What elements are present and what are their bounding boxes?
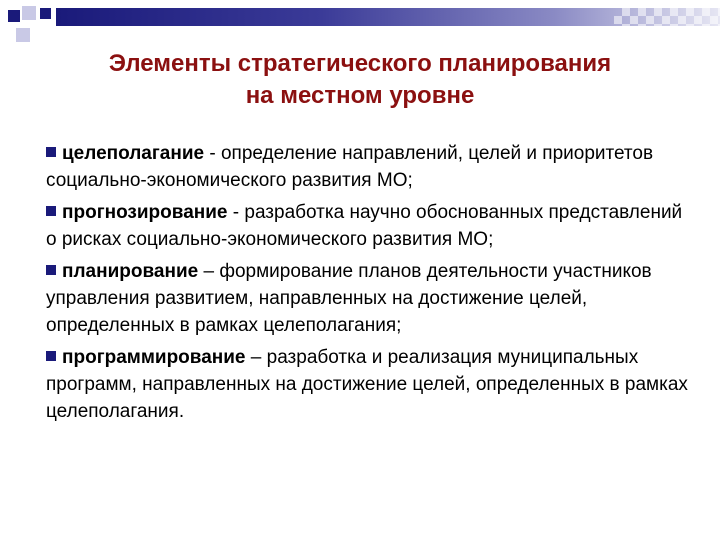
item-term: планирование — [62, 261, 199, 282]
bullet-list — [46, 140, 696, 430]
slide-title-line1: Элементы стратегического планирования — [108, 50, 612, 77]
slide-title-line2: на местном уровне — [245, 82, 475, 109]
decor-square-light — [22, 6, 36, 20]
list-item — [46, 258, 696, 339]
list-item — [46, 344, 696, 425]
item-term: программирование — [62, 347, 246, 368]
square-bullet-icon — [46, 351, 56, 361]
item-term: прогнозирование — [62, 202, 228, 223]
decor-square-dark — [40, 8, 51, 19]
item-term: целеполагание — [62, 143, 205, 164]
item-text: - разработка научно обоснованных представлений о рисках социально-экономического развития МО; — [46, 202, 683, 250]
square-bullet-icon — [46, 265, 56, 275]
item-text: – формирование планов деятельности участников управления развитием, направленных на достижение целей, определенных в рамках целеполагания; — [46, 261, 652, 336]
item-text: - определение направлений, целей и приоритетов социально-экономического развития МО; — [46, 143, 654, 191]
header-checker-pattern — [614, 8, 720, 26]
list-item — [46, 140, 696, 194]
square-bullet-icon — [46, 206, 56, 216]
decor-square-dark — [8, 10, 20, 22]
list-item — [46, 199, 696, 253]
decor-square-light — [16, 28, 30, 42]
item-text: – разработка и реализация муниципальных программ, направленных на достижение целей, определенных в рамках целеполагания. — [46, 347, 688, 422]
slide-title — [20, 48, 700, 112]
square-bullet-icon — [46, 147, 56, 157]
